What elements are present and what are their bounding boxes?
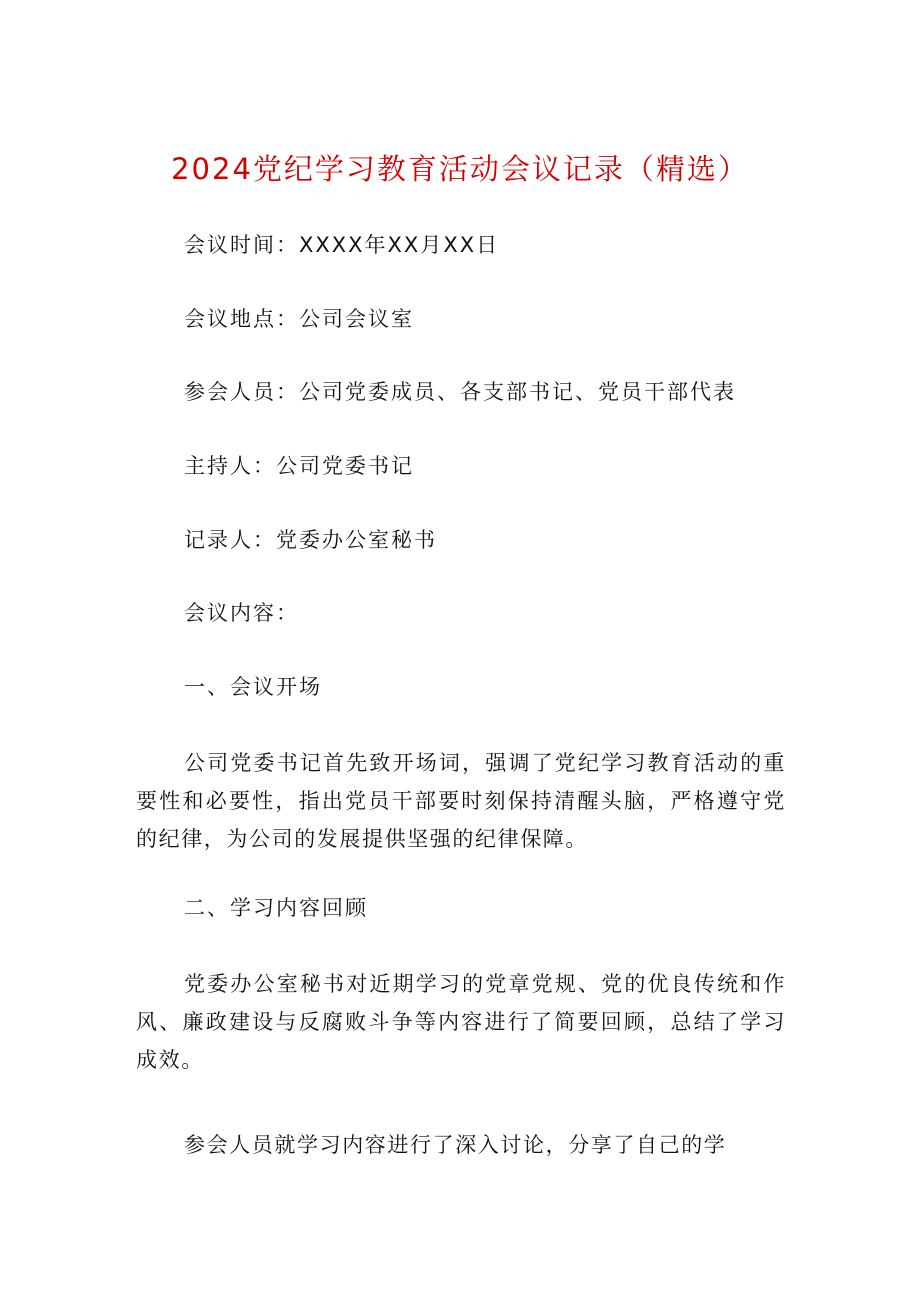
meeting-host: 主持人：公司党委书记 (184, 454, 414, 478)
meeting-attendees: 参会人员：公司党委成员、各支部书记、党员干部代表 (184, 380, 736, 404)
paragraph-review: 党委办公室秘书对近期学习的党章党规、党的优良传统和作风、廉政建设与反腐败斗争等内容进行了简要回顾，总结了学习成效。 (136, 972, 786, 1072)
meeting-time: 会议时间：XXXX年XX月XX日 (184, 233, 500, 257)
meeting-content-label: 会议内容： (184, 601, 299, 625)
paragraph-opening: 公司党委书记首先致开场词，强调了党纪学习教育活动的重要性和必要性，指出党员干部要时刻保持清醒头脑，严格遵守党的纪律，为公司的发展提供坚强的纪律保障。 (136, 751, 786, 851)
section-heading-opening: 一、会议开场 (184, 675, 322, 699)
paragraph-discussion: 参会人员就学习内容进行了深入讨论，分享了自己的学 (184, 1133, 727, 1157)
meeting-recorder: 记录人：党委办公室秘书 (184, 528, 437, 552)
meeting-place: 会议地点：公司会议室 (184, 307, 414, 331)
document-title: 2024党纪学习教育活动会议记录（精选） (171, 152, 749, 186)
section-heading-review: 二、学习内容回顾 (184, 896, 368, 920)
